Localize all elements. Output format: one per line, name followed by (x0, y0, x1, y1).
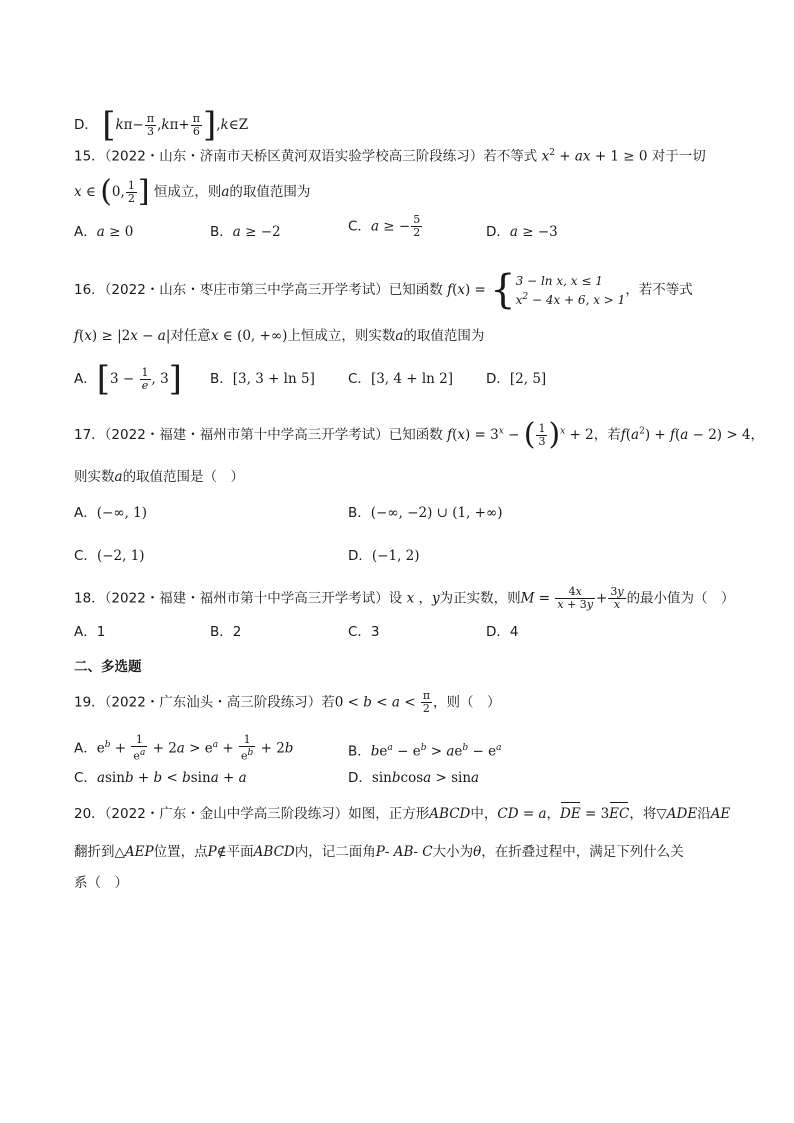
q20-line2c: 平面 (226, 844, 254, 860)
q17-stem: 17．（2022・福建・福州市第十中学高三开学考试）已知函数 $f(x) = 3^x$ − ( $\frac{1}{3}$ )$^x$ + 2，若$f(a^2) + f(a - 2) > 4$， (74, 417, 765, 452)
q20-mid3: 沿 (697, 806, 711, 822)
q18-stem: 18．（2022・福建・福州市第十中学高三开学考试）设 x ，y为正实数，则M = $\frac{4x}{x + 3y}$ + $\frac{3y}{x}$ 的最小值为（ ） (74, 585, 735, 611)
q16-line2-mid: 对任意 (170, 328, 211, 344)
q17-source: 17．（2022・福建・福州市第十中学高三开学考试）已知函数 (74, 427, 443, 443)
q15-option-c: C．a ≥ − $\frac{5}{2}$ (348, 213, 421, 239)
q15-line2-tail: 的取值范围为 (229, 184, 311, 200)
q20-mid2: ，将 (629, 806, 657, 822)
q16-source: 16．（2022・山东・枣庄市第三中学高三开学考试）已知函数 (74, 282, 443, 298)
q16-option-d: D．[2, 5] (486, 371, 547, 387)
q18-option-a: A．1 (74, 624, 106, 640)
q17-line2: 则实数 (74, 469, 115, 485)
q14-option-d: D． [kπ− $\frac{\pi}{3}$ ,kπ+ $\frac{\pi}{6}$ ],k∈Z (74, 105, 249, 145)
q19-option-d: D．sinbcosa > sina (348, 770, 480, 786)
q15-source: 15．（2022・山东・济南市天桥区黄河双语实验学校高三阶段练习）若不等式 (74, 148, 538, 165)
q20-mid1: 中， (470, 806, 498, 822)
q16-stem-line2: f(x) ≥ |2x − a|对任意x ∈ (0, +∞)上恒成立，则实数a的取值范围为 (74, 328, 485, 344)
q17-option-d: D．(−1, 2) (348, 548, 420, 564)
q19-tail: ，则（ ） (433, 694, 501, 711)
q15-stem-line2: x ∈ (0, $\frac{1}{2}$ ] 恒成立，则a的取值范围为 (74, 174, 311, 209)
q18-option-c: C．3 (348, 624, 380, 640)
q15-option-a: A．a ≥ 0 (74, 224, 134, 240)
q16-stem: 16．（2022・山东・枣庄市第三中学高三开学考试）已知函数 f(x) = { 3 − ln x, x ≤ 1 $x^2 - 4x + 6$, x > 1 ，若不等式 (74, 267, 693, 313)
q19-source: 19．（2022・广东汕头・高三阶段练习）若 (74, 694, 335, 711)
q18-source: 18．（2022・福建・福州市第十中学高三开学考试）设 (74, 590, 403, 607)
q20-source: 20．（2022・广东・金山中学高三阶段练习）如图，正方形 (74, 806, 430, 822)
q15-tail: 对于一切 (651, 148, 706, 165)
q19-option-c: C．asinb + b < bsina + a (74, 770, 247, 786)
q19-stem: 19．（2022・广东汕头・高三阶段练习）若0 < b < a < $\frac{\pi}{2}$ ，则（ ） (74, 689, 501, 715)
q16-line2-tail: 的取值范围为 (403, 328, 485, 344)
q16-option-a: A．[3 − $\frac{1}{e}$ , 3] (74, 359, 182, 399)
q20-line2b: 位置，点 (153, 844, 208, 860)
q17-line2-tail: 的取值范围是（ ） (122, 469, 245, 485)
q17-stem-line2: 则实数a的取值范围是（ ） (74, 469, 245, 485)
q14-option-d-label: D． (74, 117, 98, 133)
q20-stem-line2: 翻折到△AEP位置，点P∉平面ABCD内，记二面角P- AB- C大小为θ，在折叠过程中，满足下列什么关 (74, 844, 684, 860)
q18-tail: 的最小值为（ ） (626, 590, 735, 607)
q17-mid: ，若 (593, 427, 621, 443)
q19-option-b: B．$be^a - e^b > ae^b - e^a$ (348, 743, 502, 760)
q16-option-b: B．[3, 3 + ln 5] (210, 371, 315, 387)
q16-tail: ，若不等式 (625, 282, 693, 298)
q15-option-d: D．a ≥ −3 (486, 224, 558, 240)
q20-stem-line3: 系（ ） (74, 875, 128, 891)
q20-line2a: 翻折到 (74, 844, 115, 860)
q20-line2f: ，在折叠过程中，满足下列什么关 (481, 844, 684, 860)
q17-option-a: A．(−∞, 1) (74, 505, 148, 521)
q20-stem: 20．（2022・广东・金山中学高三阶段练习）如图，正方形ABCD中，CD = a，DE = 3EC，将▽ADE沿AE (74, 806, 731, 822)
q19-option-a: A．$e^b$ + $\frac{1}{e^a}$ + $2a > e^a$ + $\frac{1}{e^b}$ + 2b (74, 733, 294, 763)
section-heading: 二、多选题 (74, 659, 142, 675)
q20-line2e: 大小为 (432, 844, 474, 860)
q20-line2d: 内，记二面角 (294, 844, 376, 860)
q16-option-c: C．[3, 4 + ln 2] (348, 371, 454, 387)
q18-mid: 为正实数，则 (439, 590, 521, 607)
q15-option-b: B．a ≥ −2 (210, 224, 281, 240)
q17-option-c: C．(−2, 1) (74, 548, 145, 564)
q16-line2-mid2: 上恒成立，则实数 (287, 328, 396, 344)
q18-option-b: B．2 (210, 624, 242, 640)
q17-option-b: B．(−∞, −2) ∪ (1, +∞) (348, 505, 503, 521)
q18-option-d: D．4 (486, 624, 519, 640)
q15-stem: 15．（2022・山东・济南市天桥区黄河双语实验学校高三阶段练习）若不等式 $x^2$ + ax + 1 ≥ 0 对于一切 (74, 148, 706, 165)
q15-line2-mid: 恒成立，则 (153, 184, 222, 200)
